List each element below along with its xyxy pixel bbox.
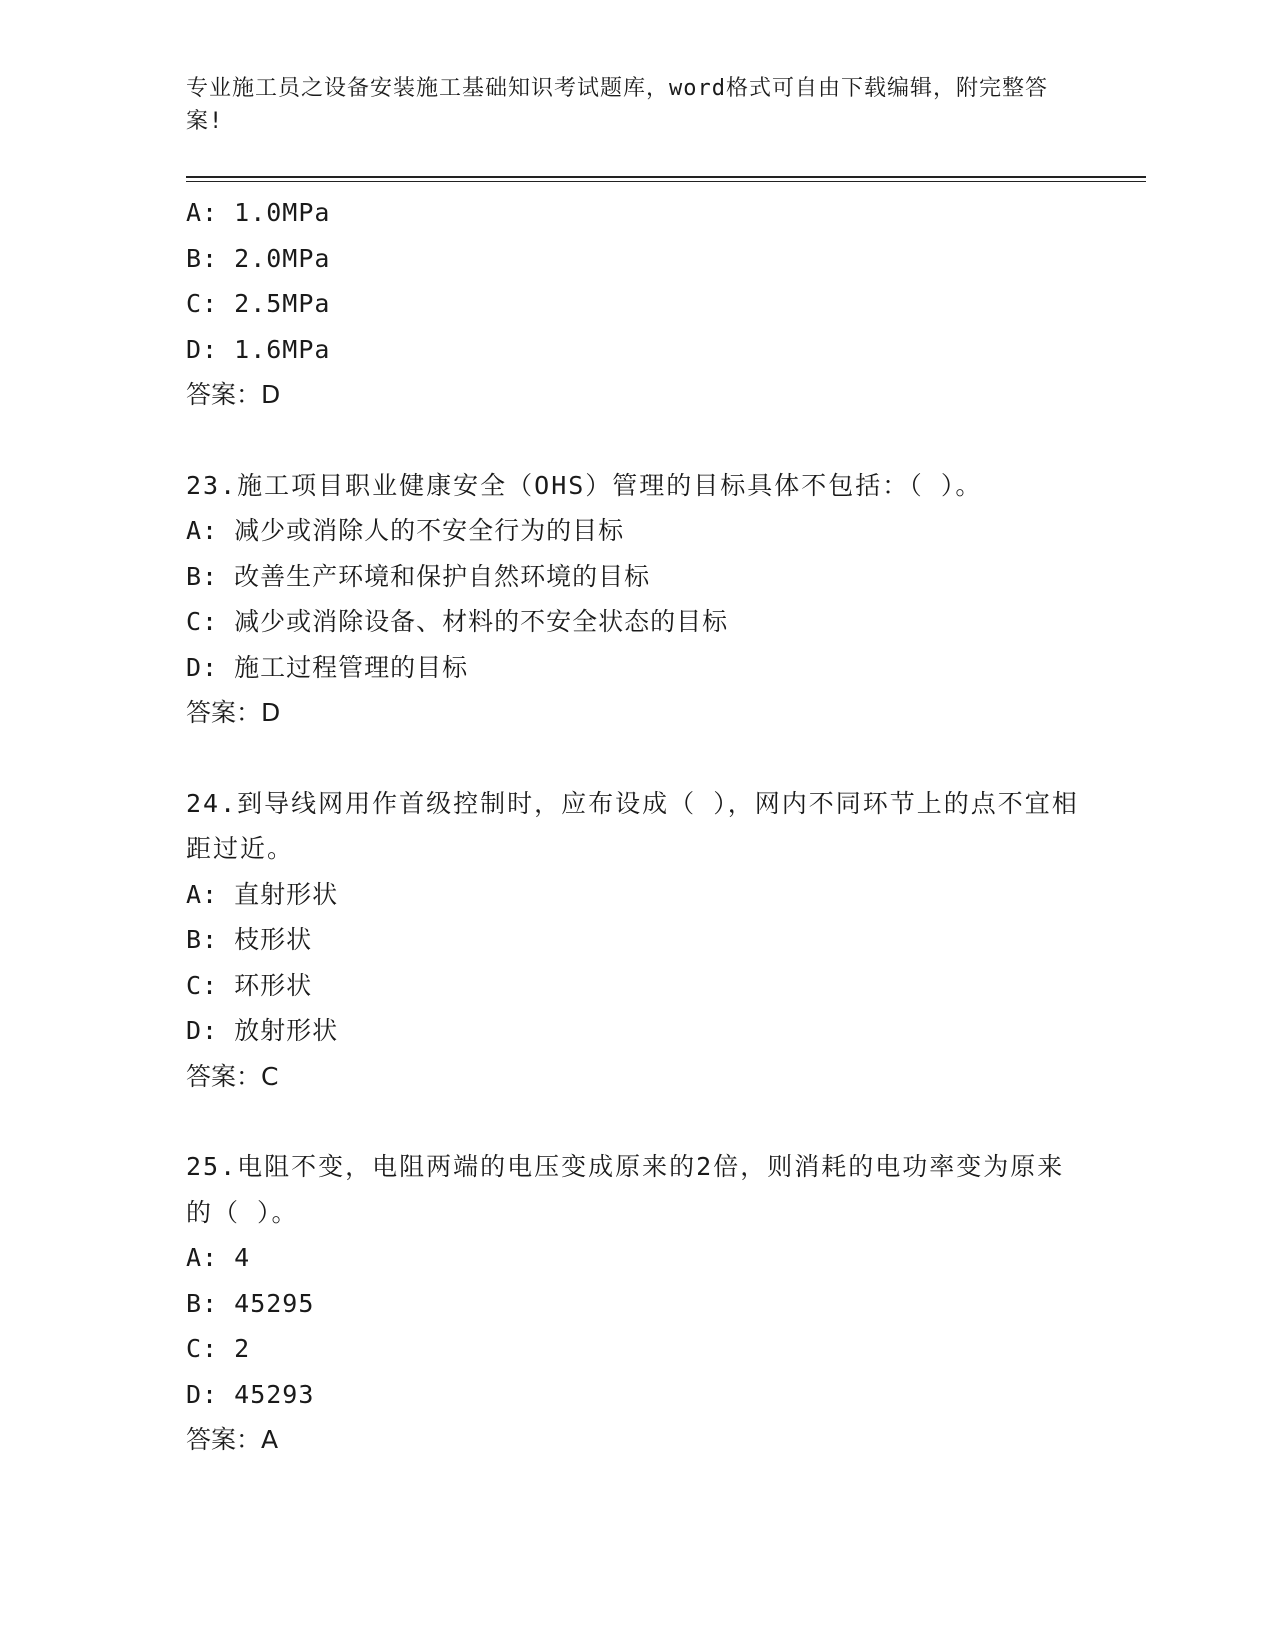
question-23 (186, 463, 1086, 736)
option-d: D: 45293 (186, 1379, 315, 1409)
option-b: B: 45295 (186, 1288, 315, 1318)
answer-line: 答案：D (186, 698, 281, 727)
option-b: B: 2.0MPa (186, 243, 331, 273)
option-c: C: 环形状 (186, 970, 313, 1000)
answer-line: 答案：A (186, 1425, 279, 1454)
option-d: D: 放射形状 (186, 1016, 339, 1045)
option-b: B: 枝形状 (186, 925, 313, 954)
option-c: C: 减少或消除设备、材料的不安全状态的目标 (186, 607, 729, 636)
question-24 (186, 781, 1086, 1100)
option-a: A: 4 (186, 1243, 251, 1272)
spacer (186, 736, 1086, 781)
answer-line: 答案：D (186, 380, 281, 409)
header-divider-thin (186, 181, 1146, 182)
document-header (186, 72, 1066, 138)
question-text: 25.电阻不变，电阻两端的电压变成原来的2倍，则消耗的电功率变为原来的（ ）。 (186, 1152, 1065, 1227)
option-a: A: 直射形状 (186, 879, 339, 909)
option-c: C: 2.5MPa (186, 289, 331, 318)
option-c: C: 2 (186, 1334, 251, 1363)
question-list (186, 190, 1086, 1463)
header-divider-thick (186, 176, 1146, 178)
spacer (186, 418, 1086, 463)
option-d: D: 施工过程管理的目标 (186, 652, 469, 682)
question-text: 23.施工项目职业健康安全（OHS）管理的目标具体不包括：（ ）。 (186, 470, 983, 500)
header-title: 专业施工员之设备安装施工基础知识考试题库，word格式可自由下载编辑，附完整答案! (186, 76, 1048, 134)
spacer (186, 1099, 1086, 1144)
option-d: D: 1.6MPa (186, 334, 331, 364)
question-text: 24.到导线网用作首级控制时，应布设成（ ），网内不同环节上的点不宜相距过近。 (186, 788, 1079, 863)
answer-line: 答案：C (186, 1061, 279, 1091)
question-25 (186, 1144, 1086, 1463)
option-a: A: 减少或消除人的不安全行为的目标 (186, 516, 625, 545)
question-carryover (186, 190, 1086, 418)
option-b: B: 改善生产环境和保护自然环境的目标 (186, 561, 651, 591)
option-a: A: 1.0MPa (186, 198, 331, 227)
